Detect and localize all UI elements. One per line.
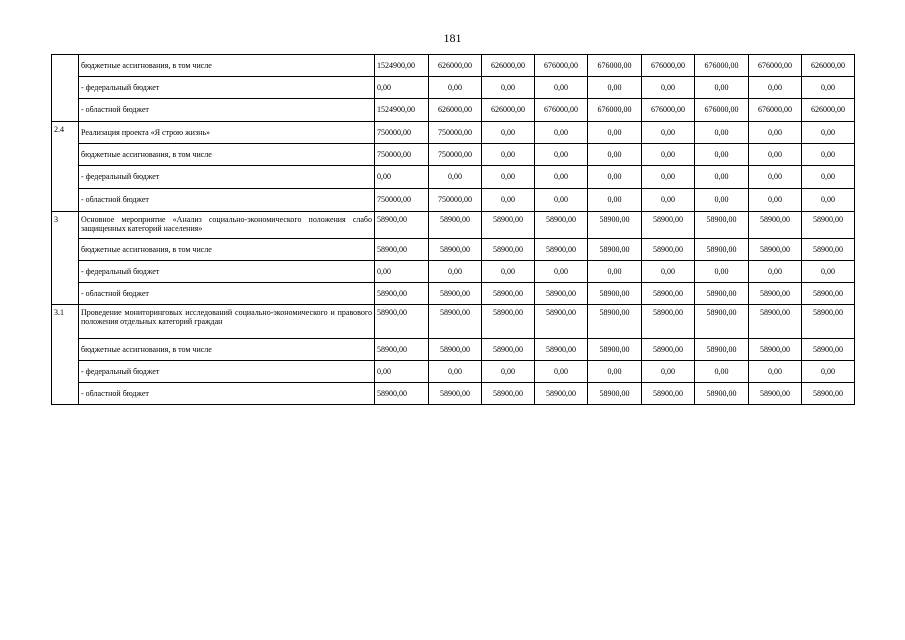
value-cell: 0,00 xyxy=(642,144,695,166)
value-cell: 58900,00 xyxy=(749,383,802,405)
value-cell: 750000,00 xyxy=(429,144,482,166)
value-cell: 58900,00 xyxy=(802,239,855,261)
row-description-cell: Основное мероприятие «Анализ социально-экономического положения слабо защищенных категорий населения» xyxy=(79,212,375,239)
value-cell: 0,00 xyxy=(642,361,695,383)
table-body xyxy=(52,55,855,405)
row-description-cell: - областной бюджет xyxy=(79,383,375,405)
table-row xyxy=(52,99,855,122)
value-cell: 0,00 xyxy=(695,189,749,212)
value-cell: 0,00 xyxy=(749,261,802,283)
row-number-cell: 3.1 xyxy=(52,305,79,405)
value-cell: 626000,00 xyxy=(802,55,855,77)
value-cell: 0,00 xyxy=(749,144,802,166)
table-row xyxy=(52,77,855,99)
value-cell: 0,00 xyxy=(535,77,588,99)
value-cell: 58900,00 xyxy=(642,283,695,305)
value-cell: 0,00 xyxy=(375,361,429,383)
value-cell: 626000,00 xyxy=(802,99,855,122)
table-row xyxy=(52,166,855,189)
value-cell: 0,00 xyxy=(749,189,802,212)
value-cell: 58900,00 xyxy=(429,305,482,339)
value-cell: 0,00 xyxy=(695,144,749,166)
value-cell: 0,00 xyxy=(642,122,695,144)
table-row xyxy=(52,189,855,212)
value-cell: 58900,00 xyxy=(535,212,588,239)
row-description-cell: - областной бюджет xyxy=(79,189,375,212)
value-cell: 0,00 xyxy=(695,261,749,283)
value-cell: 58900,00 xyxy=(802,212,855,239)
value-cell: 58900,00 xyxy=(482,212,535,239)
value-cell: 58900,00 xyxy=(482,239,535,261)
value-cell: 58900,00 xyxy=(429,212,482,239)
value-cell: 0,00 xyxy=(802,166,855,189)
value-cell: 0,00 xyxy=(802,261,855,283)
value-cell: 0,00 xyxy=(749,122,802,144)
value-cell: 0,00 xyxy=(588,189,642,212)
value-cell: 0,00 xyxy=(802,361,855,383)
value-cell: 58900,00 xyxy=(429,383,482,405)
value-cell: 58900,00 xyxy=(642,339,695,361)
value-cell: 0,00 xyxy=(535,361,588,383)
value-cell: 0,00 xyxy=(642,166,695,189)
value-cell: 58900,00 xyxy=(588,383,642,405)
row-description-cell: Проведение мониторинговых исследований социально-экономического и правового положения отдельных категорий граждан xyxy=(79,305,375,339)
value-cell: 750000,00 xyxy=(429,122,482,144)
row-description-cell: Реализация проекта «Я строю жизнь» xyxy=(79,122,375,144)
value-cell: 0,00 xyxy=(482,189,535,212)
value-cell: 0,00 xyxy=(375,77,429,99)
value-cell: 0,00 xyxy=(482,144,535,166)
row-description-cell: - федеральный бюджет xyxy=(79,361,375,383)
value-cell: 0,00 xyxy=(588,166,642,189)
value-cell: 58900,00 xyxy=(375,283,429,305)
value-cell: 0,00 xyxy=(642,77,695,99)
value-cell: 58900,00 xyxy=(482,339,535,361)
value-cell: 58900,00 xyxy=(695,383,749,405)
value-cell: 58900,00 xyxy=(749,212,802,239)
value-cell: 0,00 xyxy=(482,261,535,283)
value-cell: 58900,00 xyxy=(802,305,855,339)
table-row xyxy=(52,261,855,283)
value-cell: 676000,00 xyxy=(588,55,642,77)
value-cell: 58900,00 xyxy=(642,212,695,239)
value-cell: 0,00 xyxy=(429,77,482,99)
value-cell: 58900,00 xyxy=(375,239,429,261)
row-description-cell: бюджетные ассигнования, в том числе xyxy=(79,239,375,261)
value-cell: 0,00 xyxy=(588,122,642,144)
value-cell: 58900,00 xyxy=(642,239,695,261)
value-cell: 58900,00 xyxy=(375,305,429,339)
value-cell: 58900,00 xyxy=(375,212,429,239)
row-number-cell: 2.4 xyxy=(52,122,79,212)
value-cell: 0,00 xyxy=(802,189,855,212)
value-cell: 750000,00 xyxy=(429,189,482,212)
value-cell: 58900,00 xyxy=(749,305,802,339)
value-cell: 58900,00 xyxy=(642,383,695,405)
value-cell: 1524900,00 xyxy=(375,55,429,77)
value-cell: 0,00 xyxy=(535,144,588,166)
row-number-cell xyxy=(52,55,79,122)
table-row xyxy=(52,212,855,239)
budget-table xyxy=(51,54,855,405)
value-cell: 58900,00 xyxy=(695,283,749,305)
value-cell: 0,00 xyxy=(695,166,749,189)
value-cell: 58900,00 xyxy=(482,305,535,339)
value-cell: 58900,00 xyxy=(802,283,855,305)
value-cell: 58900,00 xyxy=(429,239,482,261)
value-cell: 0,00 xyxy=(535,189,588,212)
value-cell: 0,00 xyxy=(482,361,535,383)
value-cell: 0,00 xyxy=(588,144,642,166)
value-cell: 676000,00 xyxy=(642,55,695,77)
value-cell: 0,00 xyxy=(749,77,802,99)
row-description-cell: бюджетные ассигнования, в том числе xyxy=(79,339,375,361)
value-cell: 58900,00 xyxy=(482,283,535,305)
value-cell: 0,00 xyxy=(535,166,588,189)
value-cell: 58900,00 xyxy=(429,283,482,305)
row-number-cell: 3 xyxy=(52,212,79,305)
value-cell: 676000,00 xyxy=(535,99,588,122)
value-cell: 58900,00 xyxy=(375,339,429,361)
value-cell: 0,00 xyxy=(482,122,535,144)
value-cell: 0,00 xyxy=(695,77,749,99)
value-cell: 750000,00 xyxy=(375,122,429,144)
table-row xyxy=(52,339,855,361)
row-description-cell: - областной бюджет xyxy=(79,99,375,122)
value-cell: 676000,00 xyxy=(695,99,749,122)
table-row xyxy=(52,283,855,305)
value-cell: 0,00 xyxy=(535,122,588,144)
value-cell: 676000,00 xyxy=(695,55,749,77)
table-row xyxy=(52,305,855,339)
value-cell: 58900,00 xyxy=(802,339,855,361)
value-cell: 58900,00 xyxy=(535,339,588,361)
value-cell: 0,00 xyxy=(375,166,429,189)
table-row xyxy=(52,239,855,261)
value-cell: 0,00 xyxy=(482,166,535,189)
row-description-cell: бюджетные ассигнования, в том числе xyxy=(79,55,375,77)
value-cell: 58900,00 xyxy=(695,239,749,261)
value-cell: 0,00 xyxy=(535,261,588,283)
value-cell: 750000,00 xyxy=(375,189,429,212)
value-cell: 58900,00 xyxy=(482,383,535,405)
value-cell: 58900,00 xyxy=(588,239,642,261)
table-row xyxy=(52,144,855,166)
value-cell: 0,00 xyxy=(429,166,482,189)
value-cell: 58900,00 xyxy=(429,339,482,361)
value-cell: 0,00 xyxy=(642,189,695,212)
row-description-cell: - федеральный бюджет xyxy=(79,77,375,99)
value-cell: 58900,00 xyxy=(642,305,695,339)
table-row xyxy=(52,55,855,77)
value-cell: 58900,00 xyxy=(749,239,802,261)
value-cell: 676000,00 xyxy=(749,99,802,122)
value-cell: 58900,00 xyxy=(535,239,588,261)
value-cell: 0,00 xyxy=(749,361,802,383)
value-cell: 0,00 xyxy=(588,77,642,99)
value-cell: 0,00 xyxy=(695,122,749,144)
row-description-cell: - федеральный бюджет xyxy=(79,261,375,283)
value-cell: 58900,00 xyxy=(375,383,429,405)
value-cell: 626000,00 xyxy=(482,55,535,77)
value-cell: 58900,00 xyxy=(588,283,642,305)
value-cell: 0,00 xyxy=(802,144,855,166)
page-number: 181 xyxy=(443,31,462,45)
value-cell: 58900,00 xyxy=(695,305,749,339)
value-cell: 0,00 xyxy=(588,261,642,283)
value-cell: 58900,00 xyxy=(588,305,642,339)
value-cell: 676000,00 xyxy=(588,99,642,122)
value-cell: 0,00 xyxy=(429,261,482,283)
value-cell: 58900,00 xyxy=(802,383,855,405)
value-cell: 58900,00 xyxy=(695,339,749,361)
value-cell: 58900,00 xyxy=(749,339,802,361)
value-cell: 58900,00 xyxy=(749,283,802,305)
value-cell: 58900,00 xyxy=(588,212,642,239)
value-cell: 0,00 xyxy=(749,166,802,189)
value-cell: 0,00 xyxy=(642,261,695,283)
value-cell: 676000,00 xyxy=(642,99,695,122)
value-cell: 0,00 xyxy=(482,77,535,99)
value-cell: 58900,00 xyxy=(695,212,749,239)
value-cell: 750000,00 xyxy=(375,144,429,166)
row-description-cell: бюджетные ассигнования, в том числе xyxy=(79,144,375,166)
value-cell: 676000,00 xyxy=(749,55,802,77)
value-cell: 0,00 xyxy=(802,77,855,99)
value-cell: 58900,00 xyxy=(535,383,588,405)
table-row xyxy=(52,383,855,405)
value-cell: 0,00 xyxy=(429,361,482,383)
table-row xyxy=(52,361,855,383)
value-cell: 676000,00 xyxy=(535,55,588,77)
table-row xyxy=(52,122,855,144)
value-cell: 0,00 xyxy=(695,361,749,383)
value-cell: 58900,00 xyxy=(588,339,642,361)
row-description-cell: - федеральный бюджет xyxy=(79,166,375,189)
value-cell: 0,00 xyxy=(375,261,429,283)
row-description-cell: - областной бюджет xyxy=(79,283,375,305)
value-cell: 626000,00 xyxy=(482,99,535,122)
value-cell: 58900,00 xyxy=(535,305,588,339)
value-cell: 626000,00 xyxy=(429,55,482,77)
value-cell: 0,00 xyxy=(588,361,642,383)
value-cell: 626000,00 xyxy=(429,99,482,122)
value-cell: 58900,00 xyxy=(535,283,588,305)
value-cell: 1524900,00 xyxy=(375,99,429,122)
value-cell: 0,00 xyxy=(802,122,855,144)
